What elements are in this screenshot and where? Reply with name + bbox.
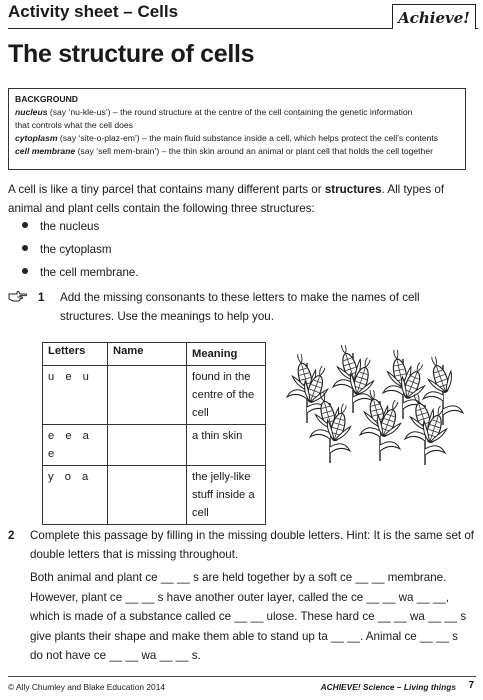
header-name: Name	[108, 343, 187, 366]
achieve-badge: Achieve!	[392, 4, 476, 29]
bullet-dot	[22, 222, 28, 228]
intro-bold-word: structures	[324, 183, 382, 196]
meaning-cell: a thin skin	[187, 425, 266, 466]
name-answer-cell[interactable]	[108, 466, 187, 525]
header-meaning: Meaning	[187, 343, 266, 366]
page-number: 7	[468, 680, 474, 691]
letters-cell: y o a	[43, 466, 108, 525]
term-nucleus: nucleus	[15, 107, 48, 117]
background-line	[15, 106, 459, 119]
structure-list	[22, 218, 139, 287]
definition-nucleus: (say ‘nu-kle-us’) – the round structure at the centre of the cell containing the genetic information	[47, 107, 413, 117]
bullet-dot	[22, 268, 28, 274]
corn-plants-illustration	[285, 345, 465, 475]
table-row	[43, 466, 266, 525]
fill-in-passage[interactable]: Both animal and plant ce __ __ s are held together by a soft ce __ __ membrane. However, plant ce __ __ s have another outer layer, called the ce __ __ wa __ __, which is made of a substance called ce __ __ ulose. These hard ce __ __ wa __ __ s give plants their shape and make them able to stand up ta __ __. Animal ce __ __ s do not have ce __ __ wa __ __ s.	[30, 571, 467, 663]
background-heading: BACKGROUND	[15, 94, 79, 104]
list-item	[22, 218, 139, 241]
page-footer	[8, 676, 476, 695]
list-item-label: the cell membrane.	[40, 266, 139, 279]
copyright-text: © Ally Chumley and Blake Education 2014	[8, 682, 166, 692]
name-answer-cell[interactable]	[108, 425, 187, 466]
table-header-row	[43, 343, 266, 366]
question-number: 1	[38, 291, 45, 304]
list-item-label: the cytoplasm	[40, 243, 112, 256]
definition-continuation: that controls what the cell does	[15, 120, 133, 130]
sheet-header	[8, 0, 478, 29]
bullet-dot	[22, 245, 28, 251]
background-line	[15, 119, 459, 132]
cell-structures-table	[42, 342, 266, 525]
list-item-label: the nucleus	[40, 220, 100, 233]
pointing-hand-icon	[8, 290, 28, 303]
term-cell-membrane: cell membrane	[15, 146, 76, 156]
letters-cell: e e a e	[43, 425, 108, 466]
page-title: The structure of cells	[8, 40, 255, 68]
question-text: Add the missing consonants to these letters to make the names of cell structures. Use the meanings to help you.	[60, 291, 420, 323]
list-item	[22, 241, 139, 264]
list-item	[22, 264, 139, 287]
definition-cytoplasm: (say ‘site-o-plaz-em’) – the main fluid substance inside a cell, which helps protect the cell’s contents	[57, 133, 439, 143]
intro-text-before: A cell is like a tiny parcel that contains many different parts or	[8, 183, 325, 196]
meaning-cell: the jelly-like stuff inside a cell	[187, 466, 266, 525]
table-row	[43, 425, 266, 466]
header-letters: Letters	[43, 343, 108, 366]
background-line	[15, 145, 459, 158]
term-cytoplasm: cytoplasm	[15, 133, 58, 143]
definition-cell-membrane: (say ‘sell mem-brain’) – the thin skin around an animal or plant cell that holds the cell together	[75, 146, 433, 156]
background-box	[8, 88, 466, 170]
meaning-cell: found in the centre of the cell	[187, 366, 266, 425]
question-text: Complete this passage by filling in the missing double letters. Hint: It is the same set of double letters that is missing throughout.	[30, 529, 474, 561]
background-line	[15, 132, 459, 145]
letters-cell: u e u	[43, 366, 108, 425]
table-row	[43, 366, 266, 425]
intro-paragraph	[8, 180, 474, 218]
sheet-title: Activity sheet – Cells	[8, 2, 179, 21]
series-title: ACHIEVE! Science – Living things	[320, 682, 456, 692]
name-answer-cell[interactable]	[108, 366, 187, 425]
intro-text-after: . All types of animal and plant cells contain the following three structures:	[8, 183, 445, 215]
question-number: 2	[8, 529, 15, 542]
